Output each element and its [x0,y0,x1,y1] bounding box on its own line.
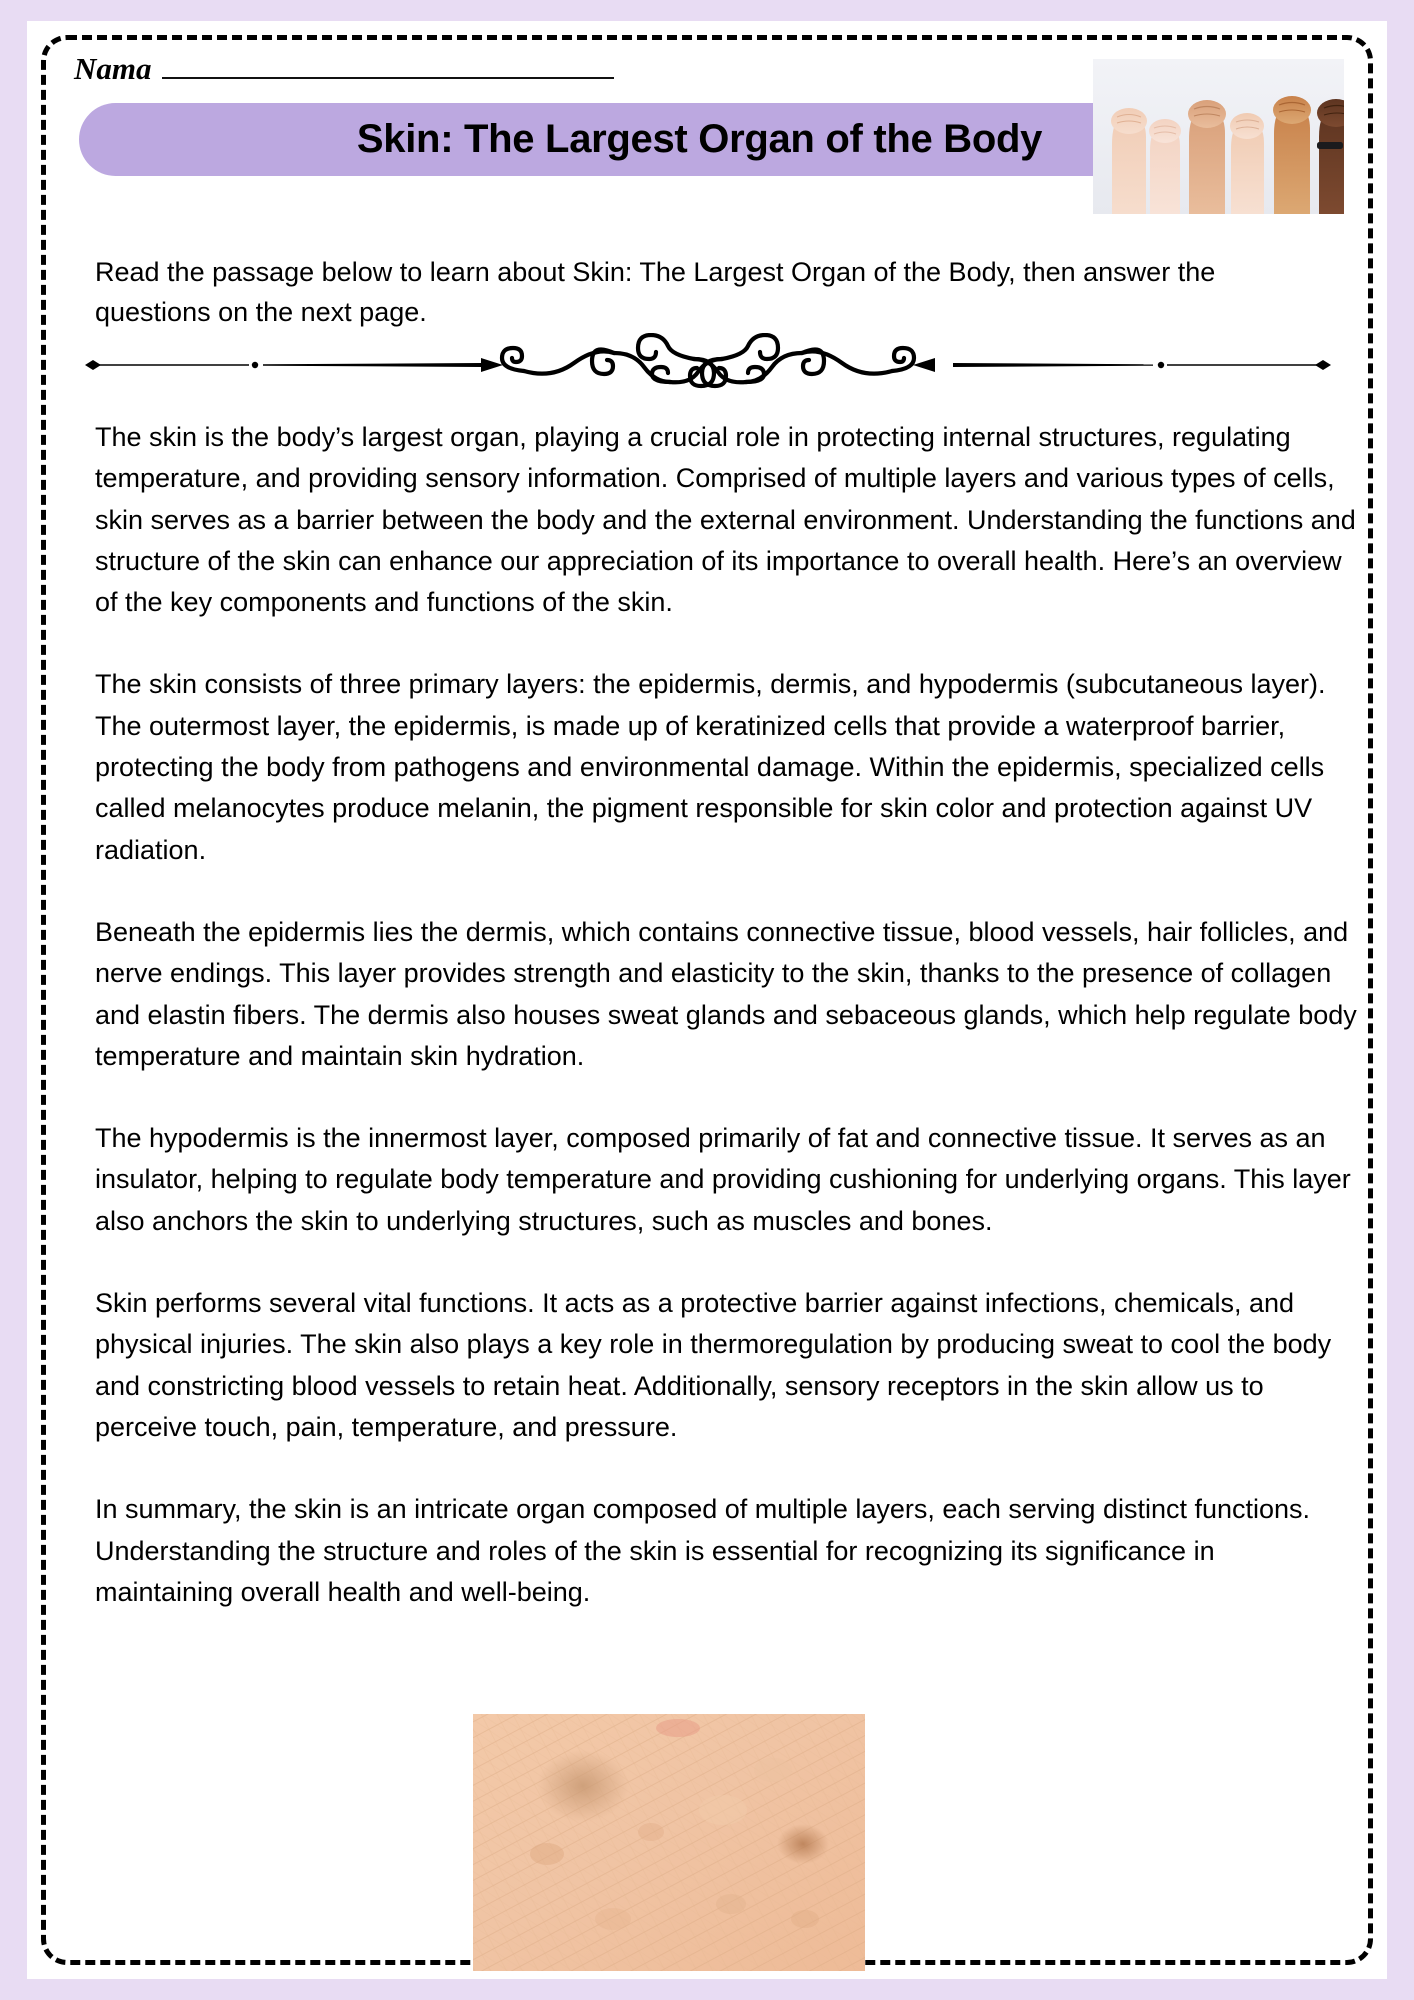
instructions-text: Read the passage below to learn about Skin: The Largest Organ of the Body, then answer the questions on the next page. [95,257,1216,327]
raised-fists-image [1093,59,1344,214]
flourish-divider-icon [77,333,1339,397]
passage-paragraph: Beneath the epidermis lies the dermis, which contains connective tissue, blood vessels, hair follicles, and nerve endings. This layer provides strength and elasticity to the skin, thanks to the presence of collagen and elastin fibers. The dermis also houses sweat glands and sebaceous glands, which help regulate body temperature and maintain skin hydration. [95,916,1357,1071]
name-write-in-line[interactable] [162,77,614,79]
passage-body [95,417,1360,1613]
passage-paragraph: The skin is the body’s largest organ, playing a crucial role in protecting internal structures, regulating temperature, and providing sensory information. Comprised of multiple layers and various types of cells, skin serves as a barrier between the body and the external environment. Understanding the functions and structure of the skin can enhance our appreciation of its importance to overall health. Here’s an overview of the key components and functions of the skin. [95,422,1356,618]
passage-paragraph: Skin performs several vital functions. It acts as a protective barrier against infections, chemicals, and physical injuries. The skin also plays a key role in thermoregulation by producing sweat to cool the body and constricting blood vessels to retain heat. Additionally, sensory receptors in the skin allow us to perceive touch, pain, temperature, and pressure. [95,1288,1332,1442]
page-title: Skin: The Largest Organ of the Body [356,117,1043,161]
passage-paragraph: The skin consists of three primary layers: the epidermis, dermis, and hypodermis (subcutaneous layer). The outermost layer, the epidermis, is made up of keratinized cells that provide a waterproof barrier, protecting the body from pathogens and environmental damage. Within the epidermis, specialized cells called melanocytes produce melanin, the pigment responsible for skin color and protection against UV radiation. [95,669,1326,865]
ornamental-divider [77,333,1339,397]
worksheet-page [27,21,1387,1979]
name-field-row [74,53,614,84]
skin-texture-illustration [473,1714,865,1971]
title-banner [79,103,1120,176]
skin-texture-image [473,1714,865,1971]
raised-fists-illustration [1093,59,1344,214]
passage-paragraph: The hypodermis is the innermost layer, composed primarily of fat and connective tissue. It serves as an insulator, helping to regulate body temperature and providing cushioning for underlying organs. This layer also anchors the skin to underlying structures, such as muscles and bones. [95,1123,1351,1236]
name-label: Nama [74,51,152,86]
passage-paragraph: In summary, the skin is an intricate organ composed of multiple layers, each serving distinct functions. Understanding the structure and roles of the skin is essential for recognizing its significance in maintaining overall health and well-being. [95,1494,1311,1607]
